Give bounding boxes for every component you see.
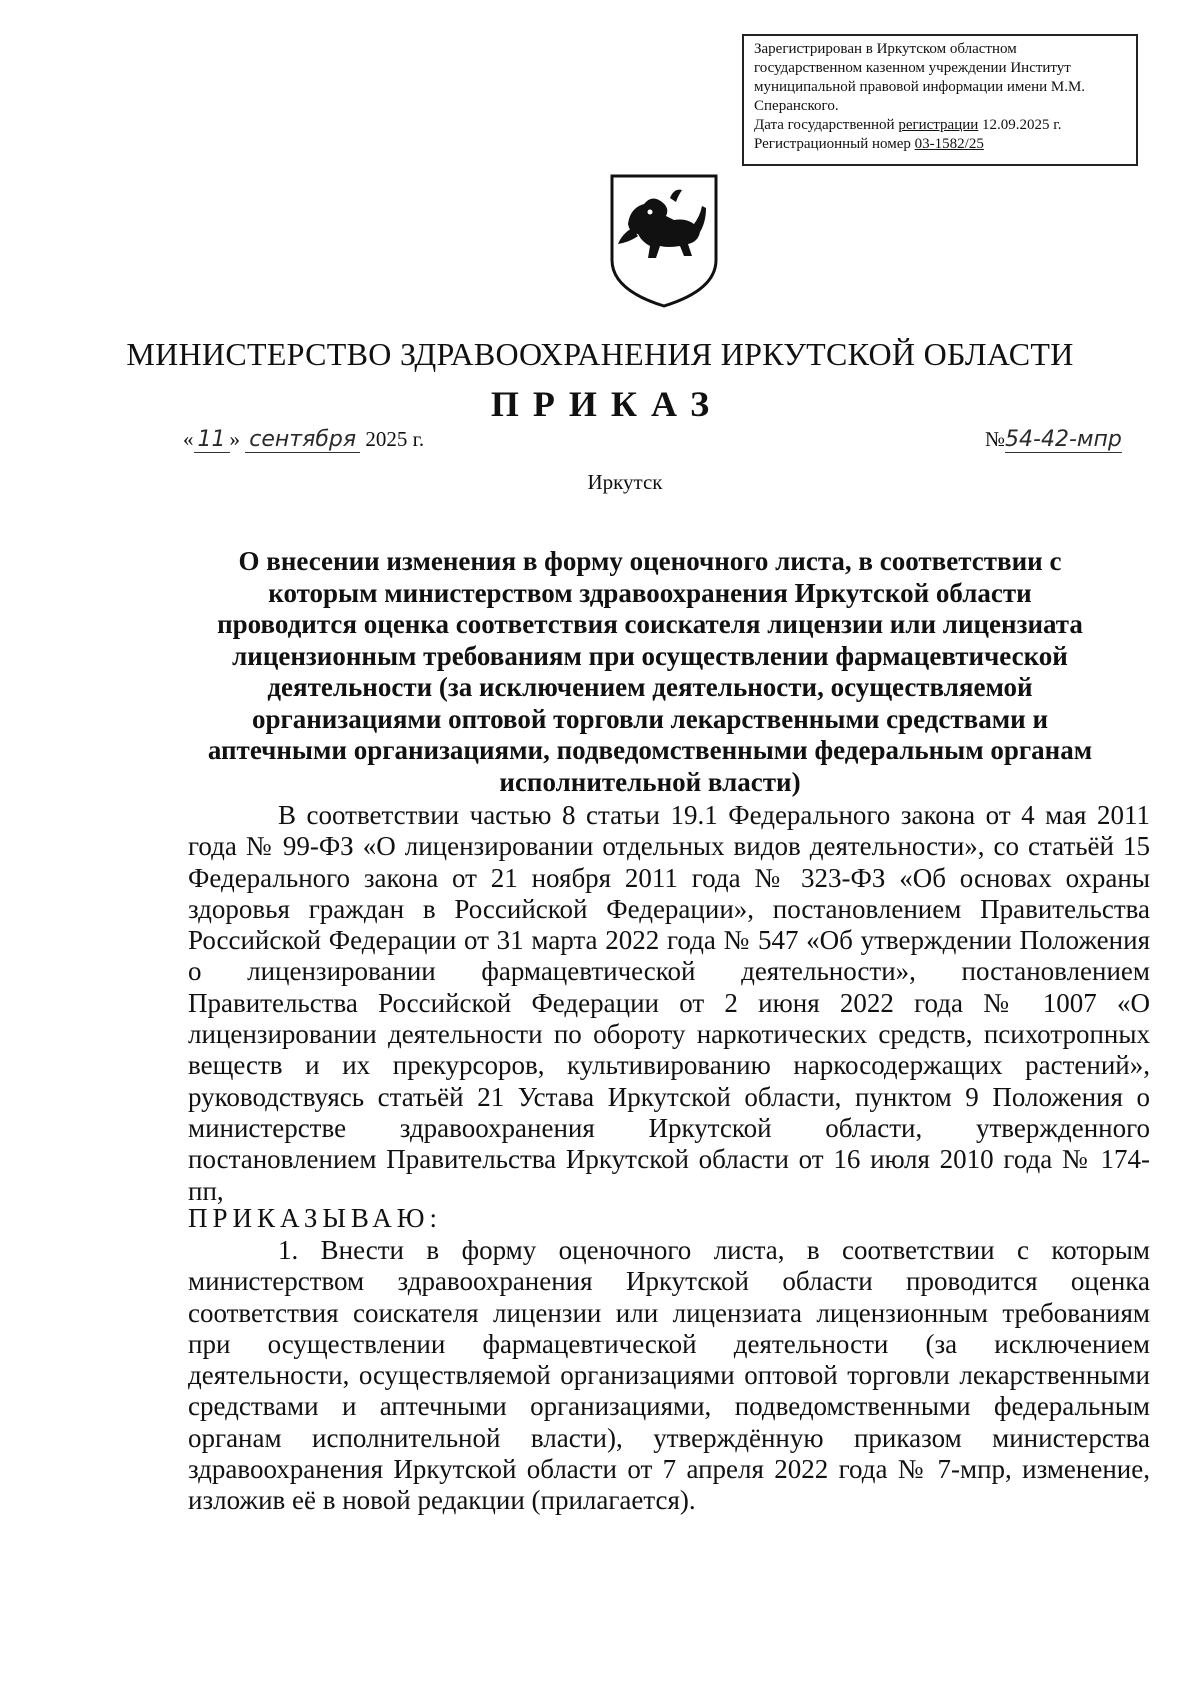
stamp-date-word: регистрации — [898, 117, 979, 133]
city: Иркутск — [587, 470, 663, 494]
document-type: ПРИКАЗ — [490, 384, 724, 424]
stamp-number-prefix: Регистрационный номер — [754, 136, 915, 152]
document-heading: О внесении изменения в форму оценочного листа, в соответствии с которым министерством здравоохранения Иркутской области проводится оценка соответствия соискателя лицензии или лицензиата лицензионным требованиям при осуществлении фармацевтической деятельности (за исключением деятельности, осуществляемой организациями оптовой торговли лекарственными средствами и аптечными организациями, подведомственными федеральным органам исполнительной власти) — [207, 546, 1093, 797]
date-close-quote: » — [229, 427, 240, 451]
date-year: 2025 г. — [360, 427, 425, 451]
stamp-date-value: 12.09.2025 г. — [978, 117, 1062, 133]
number-value: 54-42-мпр — [1005, 427, 1122, 452]
date-open-quote: « — [183, 427, 194, 451]
order-number — [985, 427, 1122, 453]
number-sign: № — [985, 427, 1006, 451]
date-day: 11 — [194, 427, 230, 453]
order-word: ПРИКАЗЫВАЮ: — [188, 1203, 442, 1233]
registration-stamp — [742, 34, 1138, 166]
preamble-block — [188, 800, 1150, 1207]
stamp-date-line — [754, 116, 1126, 135]
stamp-line: государственном казенном учреждении Институт — [754, 60, 1071, 76]
date-month: сентября — [245, 427, 360, 453]
stamp-line: Сперанского. — [754, 98, 839, 114]
stamp-number-line — [754, 135, 1126, 154]
order-date — [183, 427, 424, 453]
stamp-line: Зарегистрирован в Иркутском областном — [754, 41, 1017, 57]
stamp-date-prefix: Дата государственной — [754, 117, 899, 133]
irkutsk-coat-of-arms-icon — [608, 172, 720, 310]
item-block — [188, 1235, 1150, 1517]
stamp-line: муниципальной правовой информации имени М.М. — [754, 79, 1086, 95]
ministry-name: МИНИСТЕРСТВО ЗДРАВООХРАНЕНИЯ ИРКУТСКОЙ ОБЛАСТИ — [126, 336, 1074, 372]
preamble-paragraph: В соответствии частью 8 статьи 19.1 Федерального закона от 4 мая 2011 года № 99-ФЗ «О лицензировании отдельных видов деятельности», со статьёй 15 Федерального закона от 21 ноября 2011 года № 323-ФЗ «Об основах охраны здоровья граждан в Российской Федерации», постановлением Правительства Российской Федерации от 31 марта 2022 года № 547 «Об утверждении Положения о лицензировании фармацевтической деятельности», постановлением Правительства Российской Федерации от 2 июня 2022 года № 1007 «О лицензировании деятельности по обороту наркотических средств, психотропных веществ и их прекурсоров, культивированию наркосодержащих растений», руководствуясь статьёй 21 Устава Иркутской области, пунктом 9 Положения о министерстве здравоохранения Иркутской области, утвержденного постановлением Правительства Иркутской области от 16 июля 2010 года № 174-пп, — [188, 800, 1150, 1206]
item-1-paragraph: 1. Внести в форму оценочного листа, в соответствии с которым министерством здравоохранения Иркутской области проводится оценка соответствия соискателя лицензии или лицензиата лицензионным требованиям при осуществлении фармацевтической деятельности (за исключением деятельности, осуществляемой организациями оптовой торговли лекарственными средствами и аптечными организациями, подведомственными федеральным органам исполнительной власти), утверждённую приказом министерства здравоохранения Иркутской области от 7 апреля 2022 года № 7-мпр, изменение, изложив её в новой редакции (прилагается). — [188, 1235, 1150, 1516]
stamp-number-value: 03-1582/25 — [914, 136, 984, 152]
